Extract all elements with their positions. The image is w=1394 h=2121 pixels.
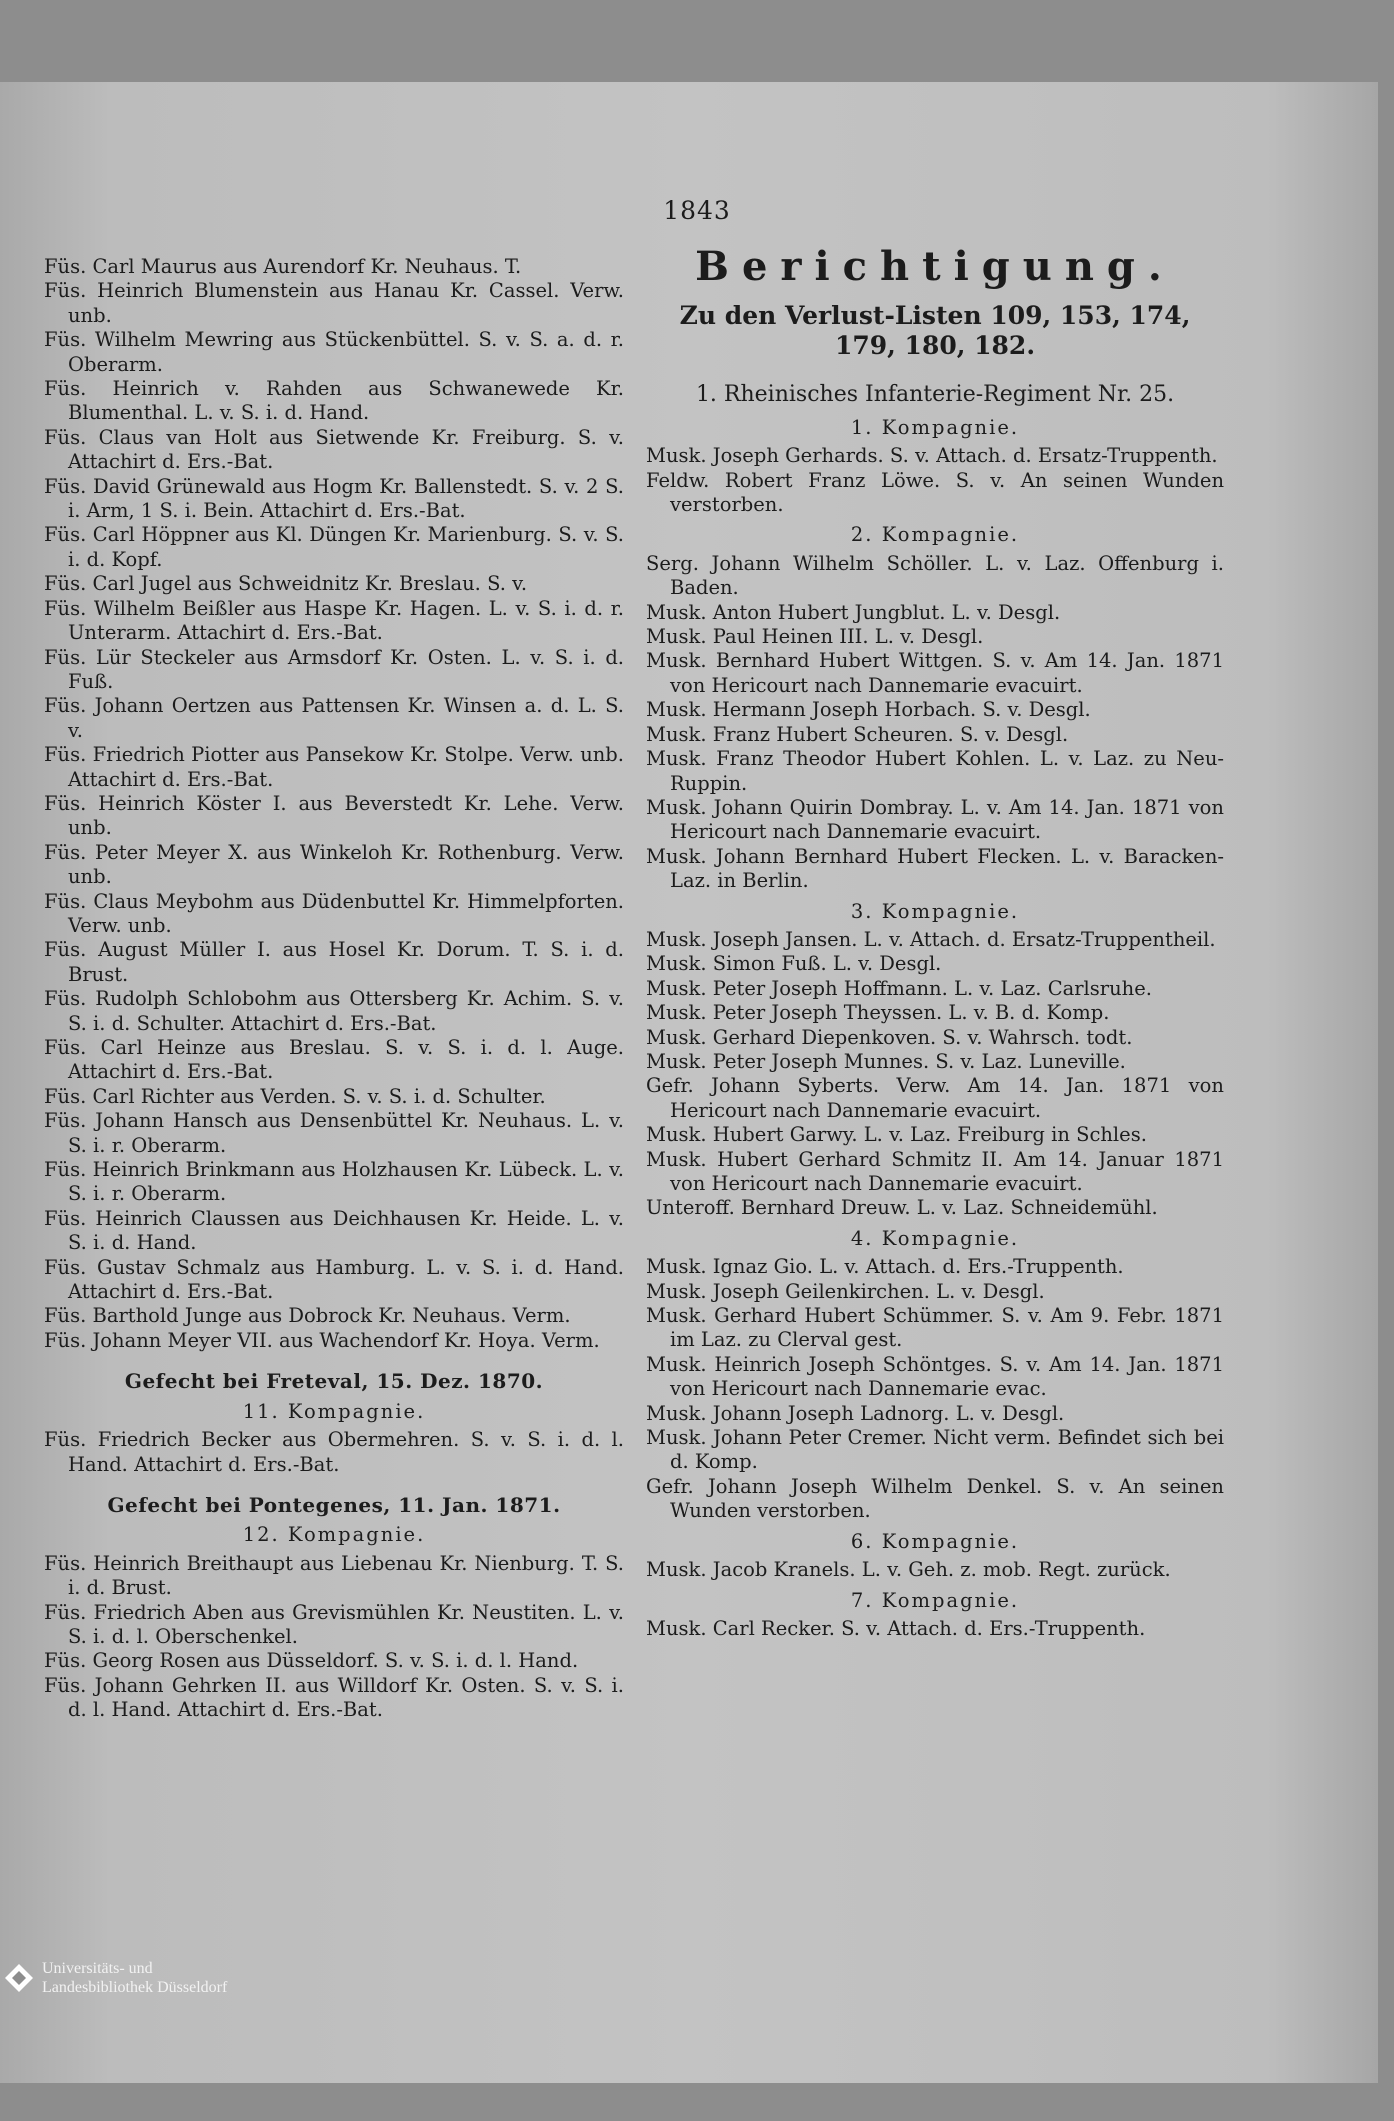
list-item: Unteroff. Bernhard Dreuw. L. v. Laz. Schneidemühl. bbox=[646, 1196, 1158, 1220]
library-name bbox=[42, 1959, 227, 1997]
list-item: Musk. Franz Hubert Scheuren. S. v. Desgl. bbox=[646, 722, 1069, 746]
list-item: Füs. Peter Meyer X. aus Winkeloh Kr. Rothenburg. Verw. unb. bbox=[44, 840, 624, 889]
company-heading: 7. Kompagnie. bbox=[850, 1588, 1020, 1612]
list-item: Serg. Johann Wilhelm Schöller. L. v. Laz. Offenburg i. Baden. bbox=[646, 551, 1224, 600]
list-item: Füs. David Grünewald aus Hogm Kr. Ballenstedt. S. v. 2 S. i. Arm, 1 S. i. Bein. Attachirt d. Ers.-Bat. bbox=[44, 474, 624, 523]
list-item: Füs. Rudolph Schlobohm aus Ottersberg Kr. Achim. S. v. S. i. d. Schulter. Attachirt d. Ers.-Bat. bbox=[44, 987, 624, 1035]
company-heading: 2. Kompagnie. bbox=[850, 523, 1020, 547]
list-item: Füs. Georg Rosen aus Düsseldorf. S. v. S. i. d. l. Hand. bbox=[44, 1649, 579, 1673]
list-item: Musk. Paul Heinen III. L. v. Desgl. bbox=[646, 625, 984, 649]
list-item: Musk. Peter Joseph Hoffmann. L. v. Laz. Carlsruhe. bbox=[646, 976, 1152, 1000]
list-item: Füs. Wilhelm Mewring aus Stückenbüttel. S. v. S. a. d. r. Oberarm. bbox=[44, 328, 624, 376]
list-item: Musk. Johann Quirin Dombray. L. v. Am 14. Jan. 1871 von Hericourt nach Dannemarie evacuirt. bbox=[646, 795, 1224, 844]
list-item: Musk. Hubert Gerhard Schmitz II. Am 14. Januar 1871 von Hericourt nach Dannemarie evacuirt. bbox=[646, 1147, 1224, 1195]
list-item: Füs. Carl Höppner aus Kl. Düngen Kr. Marienburg. S. v. S. i. d. Kopf. bbox=[44, 523, 624, 571]
list-item: Füs. Friedrich Becker aus Obermehren. S. v. S. i. d. l. Hand. Attachirt d. Ers.-Bat. bbox=[44, 1428, 624, 1476]
list-item: Füs. Johann Oertzen aus Pattensen Kr. Winsen a. d. L. S. v. bbox=[44, 694, 624, 742]
list-item: Musk. Hubert Garwy. L. v. Laz. Freiburg in Schles. bbox=[646, 1123, 1147, 1147]
list-item: Feldw. Robert Franz Löwe. S. v. An seinen Wunden verstorben. bbox=[646, 468, 1224, 517]
company-heading: 11. Kompagnie. bbox=[242, 1399, 426, 1423]
list-item: Füs. Heinrich Köster I. aus Beverstedt Kr. Lehe. Verw. unb. bbox=[44, 791, 624, 840]
company-heading: 3. Kompagnie. bbox=[850, 899, 1020, 923]
list-item: Füs. Johann Gehrken II. aus Willdorf Kr. Osten. S. v. S. i. d. l. Hand. Attachirt d. Ers.-Bat. bbox=[44, 1673, 624, 1722]
list-item: Musk. Joseph Jansen. L. v. Attach. d. Ersatz-Truppentheil. bbox=[646, 927, 1216, 951]
list-item: Musk. Johann Bernhard Hubert Flecken. L. v. Baracken-Laz. in Berlin. bbox=[646, 844, 1224, 893]
list-item: Füs. Heinrich Claussen aus Deichhausen Kr. Heide. L. v. S. i. d. Hand. bbox=[44, 1206, 624, 1255]
correction-subheadline: Zu den Verlust-Listen 109, 153, 174, 179, 180, 182. bbox=[679, 301, 1191, 361]
page-number: 1843 bbox=[663, 196, 731, 225]
list-item: Musk. Gerhard Diepenkoven. S. v. Wahrsch. todt. bbox=[646, 1025, 1133, 1049]
library-logo-icon bbox=[4, 1963, 34, 1993]
list-item: Musk. Joseph Gerhards. S. v. Attach. d. Ersatz-Truppenth. bbox=[646, 444, 1218, 468]
list-item: Füs. Claus Meybohm aus Düdenbuttel Kr. Himmelpforten. Verw. unb. bbox=[44, 889, 624, 937]
list-item: Musk. Bernhard Hubert Wittgen. S. v. Am 14. Jan. 1871 von Hericourt nach Dannemarie evacuirt. bbox=[646, 649, 1224, 697]
list-item: Musk. Carl Recker. S. v. Attach. d. Ers.-Truppenth. bbox=[646, 1616, 1146, 1640]
list-item: Füs. Carl Maurus aus Aurendorf Kr. Neuhaus. T. bbox=[44, 255, 522, 278]
list-item: Musk. Hermann Joseph Horbach. S. v. Desgl. bbox=[646, 698, 1091, 722]
list-item: Füs. Carl Heinze aus Breslau. S. v. S. i. d. l. Auge. Attachirt d. Ers.-Bat. bbox=[44, 1036, 624, 1084]
company-heading: 12. Kompagnie. bbox=[242, 1523, 426, 1547]
library-name-line1: Universitäts- und bbox=[42, 1960, 153, 1977]
battle-heading-freteval: Gefecht bei Freteval, 15. Dez. 1870. bbox=[124, 1369, 544, 1394]
list-item: Musk. Ignaz Gio. L. v. Attach. d. Ers.-Truppenth. bbox=[646, 1255, 1124, 1279]
list-item: Musk. Jacob Kranels. L. v. Geh. z. mob. Regt. zurück. bbox=[646, 1558, 1171, 1582]
list-item: Musk. Simon Fuß. L. v. Desgl. bbox=[646, 952, 942, 976]
list-item: Gefr. Johann Syberts. Verw. Am 14. Jan. 1871 von Hericourt nach Dannemarie evacuirt. bbox=[646, 1074, 1224, 1122]
list-item: Füs. Barthold Junge aus Dobrock Kr. Neuhaus. Verm. bbox=[44, 1304, 571, 1328]
right-column bbox=[646, 243, 1224, 1641]
list-item: Füs. Carl Richter aus Verden. S. v. S. i. d. Schulter. bbox=[44, 1084, 546, 1108]
list-item: Füs. Heinrich Blumenstein aus Hanau Kr. Cassel. Verw. unb. bbox=[44, 279, 624, 327]
list-item: Füs. Lür Steckeler aus Armsdorf Kr. Osten. L. v. S. i. d. Fuß. bbox=[44, 645, 624, 693]
list-item: Füs. Heinrich v. Rahden aus Schwanewede Kr. Blumenthal. L. v. S. i. d. Hand. bbox=[44, 377, 624, 425]
library-watermark bbox=[0, 1948, 260, 2008]
list-item: Musk. Johann Joseph Ladnorg. L. v. Desgl. bbox=[646, 1401, 1065, 1425]
list-item: Füs. August Müller I. aus Hosel Kr. Dorum. T. S. i. d. Brust. bbox=[44, 938, 624, 986]
correction-headline: Berichtigung. bbox=[695, 243, 1175, 290]
list-item: Musk. Johann Peter Cremer. Nicht verm. Befindet sich bei d. Komp. bbox=[646, 1426, 1224, 1474]
battle-heading-pontegenes: Gefecht bei Pontegenes, 11. Jan. 1871. bbox=[107, 1492, 561, 1517]
list-item: Füs. Wilhelm Beißler aus Haspe Kr. Hagen. L. v. S. i. d. r. Unterarm. Attachirt d. Ers.-Bat. bbox=[44, 596, 624, 645]
list-item: Musk. Joseph Geilenkirchen. L. v. Desgl. bbox=[646, 1279, 1045, 1303]
casualty-list bbox=[44, 255, 624, 1353]
list-item: Füs. Friedrich Piotter aus Pansekow Kr. Stolpe. Verw. unb. Attachirt d. Ers.-Bat. bbox=[44, 743, 624, 791]
list-item: Füs. Johann Meyer VII. aus Wachendorf Kr. Hoya. Verm. bbox=[44, 1328, 600, 1352]
list-item: Musk. Peter Joseph Theyssen. L. v. B. d. Komp. bbox=[646, 1001, 1110, 1025]
list-item: Füs. Gustav Schmalz aus Hamburg. L. v. S. i. d. Hand. Attachirt d. Ers.-Bat. bbox=[44, 1255, 624, 1304]
list-item: Füs. Carl Jugel aus Schweidnitz Kr. Breslau. S. v. bbox=[44, 572, 528, 596]
list-item: Musk. Heinrich Joseph Schöntges. S. v. Am 14. Jan. 1871 von Hericourt nach Dannemarie evac. bbox=[646, 1352, 1224, 1401]
list-item: Füs. Claus van Holt aus Sietwende Kr. Freiburg. S. v. Attachirt d. Ers.-Bat. bbox=[44, 425, 624, 474]
library-name-line2: Landesbibliothek Düsseldorf bbox=[42, 1979, 228, 1996]
list-item: Musk. Anton Hubert Jungblut. L. v. Desgl. bbox=[646, 600, 1061, 624]
list-item: Füs. Johann Hansch aus Densenbüttel Kr. Neuhaus. L. v. S. i. r. Oberarm. bbox=[44, 1109, 624, 1157]
regiment-heading: 1. Rheinisches Infanterie-Regiment Nr. 25. bbox=[695, 382, 1175, 408]
company-heading: 4. Kompagnie. bbox=[850, 1226, 1020, 1250]
left-column bbox=[44, 255, 624, 1723]
list-item: Füs. Heinrich Brinkmann aus Holzhausen Kr. Lübeck. L. v. S. i. r. Oberarm. bbox=[44, 1158, 624, 1206]
list-item: Musk. Peter Joseph Munnes. S. v. Laz. Luneville. bbox=[646, 1049, 1126, 1073]
list-item: Musk. Franz Theodor Hubert Kohlen. L. v. Laz. zu Neu-Ruppin. bbox=[646, 747, 1224, 795]
list-item: Füs. Friedrich Aben aus Grevismühlen Kr. Neustiten. L. v. S. i. d. l. Oberschenkel. bbox=[44, 1600, 624, 1648]
list-item: Musk. Gerhard Hubert Schümmer. S. v. Am 9. Febr. 1871 im Laz. zu Clerval gest. bbox=[646, 1304, 1224, 1352]
list-item: Gefr. Johann Joseph Wilhelm Denkel. S. v. An seinen Wunden verstorben. bbox=[646, 1474, 1224, 1523]
list-item: Füs. Heinrich Breithaupt aus Liebenau Kr. Nienburg. T. S. i. d. Brust. bbox=[44, 1551, 624, 1600]
company-heading: 6. Kompagnie. bbox=[850, 1529, 1020, 1553]
company-heading: 1. Kompagnie. bbox=[850, 415, 1020, 439]
